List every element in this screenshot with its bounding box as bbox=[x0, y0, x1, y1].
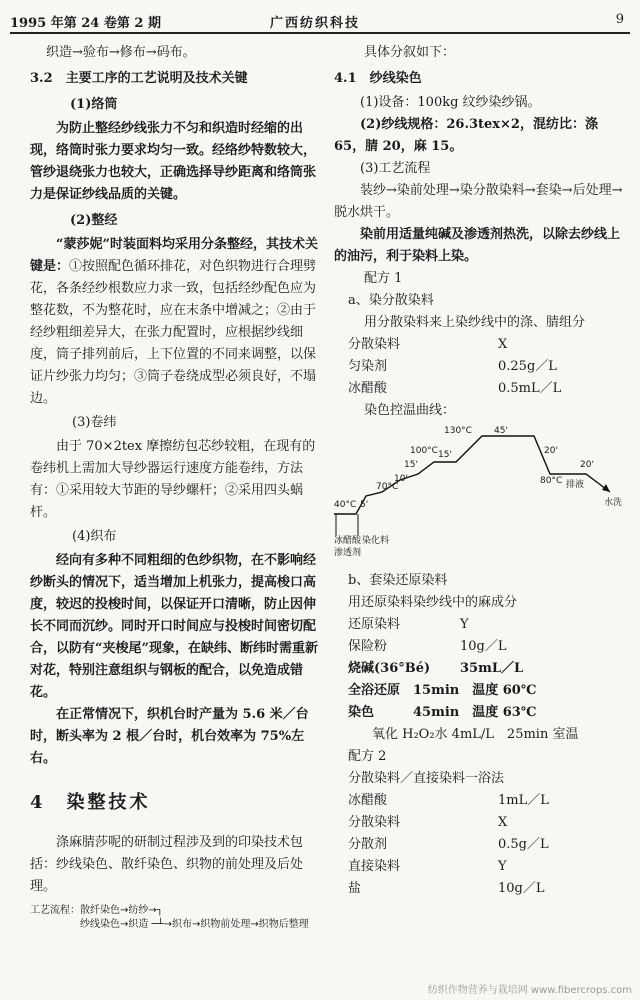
weaving-title: (4)织布 bbox=[72, 529, 117, 544]
recipe-3-row: 分散染料 X bbox=[348, 815, 508, 830]
label-5min: 5' bbox=[360, 500, 369, 510]
weaving-flow: 织造→验布→修布→码布。 bbox=[46, 45, 196, 60]
label-70c: 70°C bbox=[376, 482, 399, 492]
process-flow bbox=[30, 904, 322, 932]
recipe-2-row: 还原染料 Y bbox=[348, 617, 469, 632]
recipe-3-row: 冰醋酸 1mL／L bbox=[348, 793, 549, 808]
weaving-text: 经向有多种不同粗细的色纱织物，在不影响经纱断头的情况下，适当增加上机张力，提高梭口高度，较迟的投梭时间，以保证开口清晰，防止因伸长不同而沉纱。同时开口时间应与投梭时间密切配合，以防有“夹梭尾”现象，在缺纬、断纬时需重新对花，特别注意组织与钢板的配合，以免造成错花。 bbox=[30, 553, 318, 700]
process-flow-line-2: 纱线染色→织造 ─┴→织布→织物前处理→织物后整理 bbox=[30, 919, 309, 930]
label-10min: 10' bbox=[394, 474, 408, 484]
recipe-1-row: 分散染料 X bbox=[348, 337, 508, 352]
label-45min: 45' bbox=[494, 426, 508, 436]
watermark: 纺织作物营养与栽培网 www.fibercrops.com bbox=[427, 985, 632, 996]
label-80c: 80°C bbox=[540, 476, 563, 486]
curve-title: 染色控温曲线： bbox=[364, 403, 456, 418]
winding-text: 为防止整经纱线张力不匀和织造时经缩的出现，络筒时张力要求均匀一致。经络纱特数较大，管纱退绕张力也较大，正确选择导纱距离和络筒张力是保证纱线品质的关键。 bbox=[30, 121, 317, 202]
label-drain: 排液 bbox=[566, 480, 585, 490]
section-4-text: 涤麻腈莎呢的研制过程涉及到的印染技术包括：纱线染色、散纤染色、织物的前处理及后处理。 bbox=[30, 835, 304, 894]
recipe-a-title: a、染分散染料 bbox=[348, 293, 434, 308]
label-dye-chemicals: 染化料 bbox=[362, 536, 390, 546]
winding-title: (1)络筒 bbox=[70, 97, 118, 112]
weft-winding-title: (3)卷纬 bbox=[72, 415, 117, 430]
label-15min-b: 15' bbox=[438, 450, 452, 460]
reduction-step: 全浴还原 15min 温度 60℃ bbox=[348, 683, 537, 698]
process-flow-line-1: 工艺流程：散纤染色→纺纱→┐ bbox=[30, 905, 163, 916]
recipe-2-row: 保险粉 10g／L bbox=[348, 639, 507, 654]
dyeing-step: 染色 45min 温度 63℃ bbox=[348, 705, 537, 720]
recipe-1-row: 匀染剂 0.25g／L bbox=[348, 359, 557, 374]
issue-info: 1995 年第 24 卷第 2 期 bbox=[10, 16, 161, 31]
warping-lead: “蒙莎妮”时装面料均采用分条整经，其技术关键是： bbox=[30, 237, 318, 274]
recipe-1-title: 配方 1 bbox=[364, 271, 403, 286]
equipment-item: (1)设备：100kg 纹纱染纱锅。 bbox=[360, 95, 541, 110]
warping-title: (2)整经 bbox=[70, 213, 118, 228]
journal-name: 广西纺织科技 bbox=[270, 16, 361, 31]
process-flow-text: 装纱→染前处理→染分散染料→套染→后处理→脱水烘干。 bbox=[334, 183, 623, 220]
right-column bbox=[334, 42, 630, 900]
pretreatment-note: 染前用适量纯碱及渗透剂热洗，以除去纱线上的油污，利于染料上染。 bbox=[334, 227, 621, 264]
yarn-spec-item: (2)纱线规格：26.3tex×2，混纺比：涤 65，腈 20，麻 15。 bbox=[334, 117, 598, 154]
page-number: 9 bbox=[615, 12, 624, 27]
label-20min-b: 20' bbox=[580, 460, 594, 470]
recipe-b-title: b、套染还原染料 bbox=[348, 573, 448, 588]
section-3-2-title: 3.2 主要工序的工艺说明及技术关键 bbox=[30, 71, 248, 86]
label-wash: 水洗 bbox=[604, 498, 623, 508]
label-15min: 15' bbox=[404, 460, 418, 470]
recipe-2-title: 配方 2 bbox=[348, 749, 387, 764]
process-flow-item: (3)工艺流程 bbox=[360, 161, 431, 176]
label-acetic-acid: 冰醋酸 bbox=[334, 536, 362, 546]
weft-winding-text: 由于 70×2tex 摩擦纺包芯纱较粗，在现有的卷纬机上需加大导纱器运行速度方能卷纬，方法有：①采用较大节距的导纱螺杆；②采用四头蜗杆。 bbox=[30, 439, 316, 520]
label-40c: 40°C bbox=[334, 500, 357, 510]
label-20min-a: 20' bbox=[544, 446, 558, 456]
left-column bbox=[30, 42, 322, 932]
temperature-curve bbox=[334, 426, 630, 562]
header-rule bbox=[10, 32, 630, 34]
page-header bbox=[10, 8, 630, 34]
oxidation-step: 氧化 H₂O₂水 4mL/L 25min 室温 bbox=[372, 727, 579, 742]
label-100c: 100°C bbox=[410, 446, 438, 456]
warping-text: ①按照配色循环排花，对色织物进行合理劈花，各条经纱根数应力求一致，包括经纱配色应为整花数，不为整花时，应在末条中增减之；②由于经纱粗细差异大，在张力配置时，应根据纱线细度，筒子排列前后，上下位置的不同来调整，以保证片纱张力均匀；③筒子卷绕成型必须良好，不塌边。 bbox=[30, 259, 317, 406]
label-130c: 130°C bbox=[444, 426, 472, 436]
recipe-a-desc: 用分散染料来上染纱线中的涤、腈组分 bbox=[364, 315, 586, 330]
recipe-3-row: 分散剂 0.5g／L bbox=[348, 837, 549, 852]
weaving-output: 在正常情况下，织机台时产量为 5.6 米／台时，断头率为 2 根／台时，机台效率为 75%左右。 bbox=[30, 707, 309, 766]
recipe-2-desc: 分散染料／直接染料一浴法 bbox=[348, 771, 505, 786]
label-penetrant: 渗透剂 bbox=[334, 548, 362, 558]
section-4-1-title: 4.1 纱线染色 bbox=[334, 71, 422, 86]
recipe-1-row: 冰醋酸 0.5mL／L bbox=[348, 381, 562, 396]
recipe-b-desc: 用还原染料染纱线中的麻成分 bbox=[348, 595, 518, 610]
recipe-3-row: 盐 10g／L bbox=[348, 881, 545, 896]
section-4-title: 4 染整技术 bbox=[30, 792, 151, 813]
recipe-2-row: 烧碱(36°Bé) 35mL／L bbox=[348, 661, 524, 676]
recipe-3-row: 直接染料 Y bbox=[348, 859, 507, 874]
intro-text: 具体分叙如下： bbox=[364, 45, 456, 60]
